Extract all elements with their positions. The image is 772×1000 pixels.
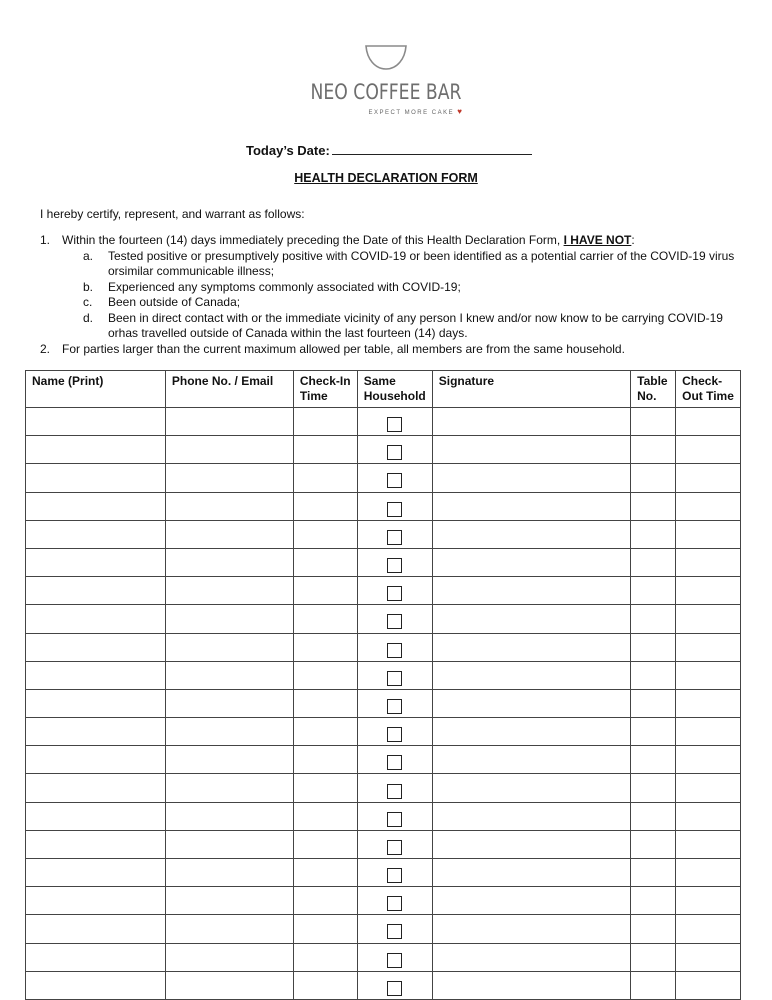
signature-cell[interactable] [432,915,630,943]
name-cell[interactable] [26,689,166,717]
check-in-cell[interactable] [293,774,357,802]
check-out-cell[interactable] [676,548,741,576]
name-cell[interactable] [26,577,166,605]
brand-name: NEO COFFEE BAR [310,80,462,104]
same-household-cell [357,830,432,858]
phone-cell[interactable] [165,689,293,717]
check-out-cell[interactable] [676,802,741,830]
phone-cell[interactable] [165,408,293,436]
same-household-checkbox[interactable] [387,643,402,658]
signature-cell[interactable] [432,633,630,661]
check-in-cell[interactable] [293,859,357,887]
item-text: Within the fourteen (14) days immediately preceding the Date of this Health Declaration Form, [62,233,564,247]
check-in-cell[interactable] [293,802,357,830]
subitem-letter: c. [83,295,93,309]
check-in-cell[interactable] [293,577,357,605]
subitem-letter: d. [83,310,94,325]
phone-cell[interactable] [165,830,293,858]
same-household-checkbox[interactable] [387,699,402,714]
check-out-cell[interactable] [676,633,741,661]
same-household-cell [357,689,432,717]
name-cell[interactable] [26,971,166,999]
same-household-checkbox[interactable] [387,727,402,742]
same-household-checkbox[interactable] [387,840,402,855]
table-row [26,943,741,971]
same-household-checkbox[interactable] [387,812,402,827]
signature-cell[interactable] [432,859,630,887]
signature-cell[interactable] [432,802,630,830]
name-cell[interactable] [26,943,166,971]
registration-table [25,370,741,1000]
table-row [26,408,741,436]
check-out-cell[interactable] [676,436,741,464]
name-cell[interactable] [26,633,166,661]
signature-cell[interactable] [432,830,630,858]
check-out-cell[interactable] [676,577,741,605]
subitem-text: Been outside of Canada; [108,295,241,309]
check-out-cell[interactable] [676,492,741,520]
table-no-cell[interactable] [631,774,676,802]
table-row [26,971,741,999]
date-row [246,142,532,158]
signature-cell[interactable] [432,436,630,464]
check-in-cell[interactable] [293,492,357,520]
signature-cell[interactable] [432,520,630,548]
phone-cell[interactable] [165,492,293,520]
check-out-cell[interactable] [676,859,741,887]
subitem-text: Experienced any symptoms commonly associated with COVID-19; [108,279,461,294]
subitem-letter: b. [83,279,94,294]
check-in-cell[interactable] [293,605,357,633]
signature-cell[interactable] [432,746,630,774]
phone-cell[interactable] [165,774,293,802]
table-no-cell[interactable] [631,464,676,492]
table-no-cell[interactable] [631,577,676,605]
check-in-cell[interactable] [293,943,357,971]
name-cell[interactable] [26,774,166,802]
check-in-cell[interactable] [293,830,357,858]
form-title: HEALTH DECLARATION FORM [294,171,478,185]
same-household-cell [357,436,432,464]
check-in-cell[interactable] [293,464,357,492]
table-no-cell[interactable] [631,718,676,746]
name-cell[interactable] [26,830,166,858]
signature-cell[interactable] [432,689,630,717]
name-cell[interactable] [26,408,166,436]
same-household-checkbox[interactable] [387,755,402,770]
same-household-cell [357,661,432,689]
item-text: For parties larger than the current maximum allowed per table, all members are from the same household. [62,341,625,356]
same-household-checkbox[interactable] [387,868,402,883]
check-out-cell[interactable] [676,689,741,717]
phone-cell[interactable] [165,887,293,915]
check-out-cell[interactable] [676,774,741,802]
table-row [26,492,741,520]
signature-cell[interactable] [432,605,630,633]
same-household-cell [357,887,432,915]
table-no-cell[interactable] [631,605,676,633]
check-out-cell[interactable] [676,830,741,858]
same-household-checkbox[interactable] [387,473,402,488]
phone-cell[interactable] [165,915,293,943]
table-no-cell[interactable] [631,887,676,915]
table-row [26,548,741,576]
check-in-cell[interactable] [293,915,357,943]
subitem-text: Been in direct contact with or the immediate vicinity of any person I knew and/or now know to be carrying COVID-19 orhas travelled outside of Canada within the last fourteen (14) days. [108,310,723,340]
date-label: Today’s Date: [246,143,330,158]
name-cell[interactable] [26,887,166,915]
same-household-checkbox[interactable] [387,417,402,432]
signature-cell[interactable] [432,774,630,802]
signature-cell[interactable] [432,464,630,492]
check-in-cell[interactable] [293,548,357,576]
table-no-cell[interactable] [631,408,676,436]
signature-cell[interactable] [432,661,630,689]
check-in-cell[interactable] [293,633,357,661]
phone-cell[interactable] [165,605,293,633]
signature-cell[interactable] [432,408,630,436]
date-field[interactable] [332,142,532,155]
column-header-signature: Signature [432,371,630,408]
same-household-checkbox[interactable] [387,896,402,911]
table-row [26,915,741,943]
check-out-cell[interactable] [676,746,741,774]
table-row [26,633,741,661]
check-in-cell[interactable] [293,661,357,689]
subitem-d [40,311,740,342]
check-out-cell[interactable] [676,605,741,633]
same-household-cell [357,577,432,605]
signature-cell[interactable] [432,548,630,576]
table-row [26,774,741,802]
phone-cell[interactable] [165,633,293,661]
check-out-cell[interactable] [676,943,741,971]
same-household-cell [357,802,432,830]
same-household-checkbox[interactable] [387,671,402,686]
check-out-cell[interactable] [676,408,741,436]
signature-cell[interactable] [432,971,630,999]
table-row [26,859,741,887]
same-household-checkbox[interactable] [387,586,402,601]
column-header-check-out: Check-Out Time [676,371,741,408]
column-header-phone: Phone No. / Email [165,371,293,408]
table-no-cell[interactable] [631,548,676,576]
table-no-cell[interactable] [631,802,676,830]
same-household-cell [357,943,432,971]
same-household-cell [357,492,432,520]
phone-cell[interactable] [165,520,293,548]
table-row [26,802,741,830]
table-no-cell[interactable] [631,633,676,661]
name-cell[interactable] [26,464,166,492]
same-household-cell [357,464,432,492]
table-row [26,605,741,633]
column-header-same-household: Same Household [357,371,432,408]
heart-icon: ♥ [457,107,464,116]
cup-icon [364,44,408,72]
phone-cell[interactable] [165,464,293,492]
table-row [26,464,741,492]
check-in-cell[interactable] [293,746,357,774]
check-out-cell[interactable] [676,971,741,999]
phone-cell[interactable] [165,548,293,576]
name-cell[interactable] [26,520,166,548]
table-row [26,436,741,464]
signature-cell[interactable] [432,492,630,520]
name-cell[interactable] [26,661,166,689]
name-cell[interactable] [26,802,166,830]
column-header-check-in: Check-In Time [293,371,357,408]
phone-cell[interactable] [165,718,293,746]
same-household-cell [357,859,432,887]
signature-cell[interactable] [432,577,630,605]
table-body [26,408,741,1000]
same-household-cell [357,633,432,661]
signature-cell[interactable] [432,887,630,915]
name-cell[interactable] [26,718,166,746]
phone-cell[interactable] [165,802,293,830]
same-household-checkbox[interactable] [387,558,402,573]
name-cell[interactable] [26,915,166,943]
table-no-cell[interactable] [631,436,676,464]
signature-cell[interactable] [432,718,630,746]
subitem-text: Tested positive or presumptively positive with COVID-19 or been identified as a potential carrier of the COVID-19 virus orsimilar communicable illness; [108,248,735,278]
table-no-cell[interactable] [631,492,676,520]
intro-text: I hereby certify, represent, and warrant as follows: [40,207,305,221]
check-in-cell[interactable] [293,887,357,915]
same-household-cell [357,746,432,774]
table-no-cell[interactable] [631,943,676,971]
subitem-a [40,249,740,280]
table-row [26,689,741,717]
table-row [26,887,741,915]
name-cell[interactable] [26,492,166,520]
check-out-cell[interactable] [676,661,741,689]
item-number: 1. [40,233,51,247]
check-out-cell[interactable] [676,887,741,915]
phone-cell[interactable] [165,436,293,464]
name-cell[interactable] [26,746,166,774]
phone-cell[interactable] [165,859,293,887]
subitem-letter: a. [83,248,94,263]
same-household-cell [357,408,432,436]
check-in-cell[interactable] [293,408,357,436]
column-header-table-no: Table No. [631,371,676,408]
table-row [26,520,741,548]
declaration-list [40,233,740,357]
name-cell[interactable] [26,436,166,464]
name-cell[interactable] [26,859,166,887]
item-emphasis: I HAVE NOT [563,233,632,247]
same-household-cell [357,718,432,746]
table-no-cell[interactable] [631,746,676,774]
item-number: 2. [40,341,51,356]
table-row [26,830,741,858]
subitem-b [40,280,740,296]
same-household-checkbox[interactable] [387,445,402,460]
table-row [26,746,741,774]
check-in-cell[interactable] [293,520,357,548]
table-no-cell[interactable] [631,520,676,548]
same-household-cell [357,520,432,548]
table-header-row [26,371,741,408]
subitem-c [40,295,740,311]
check-out-cell[interactable] [676,718,741,746]
same-household-checkbox[interactable] [387,953,402,968]
phone-cell[interactable] [165,943,293,971]
column-header-name: Name (Print) [26,371,166,408]
same-household-checkbox[interactable] [387,784,402,799]
check-in-cell[interactable] [293,436,357,464]
check-in-cell[interactable] [293,689,357,717]
table-no-cell[interactable] [631,915,676,943]
tagline-text: EXPECT MORE CAKE [368,110,455,116]
table-no-cell[interactable] [631,859,676,887]
phone-cell[interactable] [165,971,293,999]
check-out-cell[interactable] [676,915,741,943]
check-out-cell[interactable] [676,520,741,548]
item-suffix: : [631,233,635,247]
table-row [26,718,741,746]
same-household-cell [357,915,432,943]
same-household-cell [357,971,432,999]
same-household-cell [357,774,432,802]
phone-cell[interactable] [165,577,293,605]
same-household-checkbox[interactable] [387,924,402,939]
same-household-cell [357,548,432,576]
same-household-checkbox[interactable] [387,530,402,545]
name-cell[interactable] [26,548,166,576]
same-household-checkbox[interactable] [387,981,402,996]
logo [0,44,772,116]
same-household-checkbox[interactable] [387,502,402,517]
table-no-cell[interactable] [631,830,676,858]
table-row [26,661,741,689]
table-no-cell[interactable] [631,971,676,999]
same-household-checkbox[interactable] [387,614,402,629]
name-cell[interactable] [26,605,166,633]
check-in-cell[interactable] [293,718,357,746]
table-no-cell[interactable] [631,689,676,717]
signature-cell[interactable] [432,943,630,971]
check-in-cell[interactable] [293,971,357,999]
declaration-item-1 [40,233,740,249]
table-row [26,577,741,605]
tagline [60,107,772,116]
phone-cell[interactable] [165,746,293,774]
check-out-cell[interactable] [676,464,741,492]
table-no-cell[interactable] [631,661,676,689]
declaration-item-2 [40,342,740,358]
phone-cell[interactable] [165,661,293,689]
same-household-cell [357,605,432,633]
